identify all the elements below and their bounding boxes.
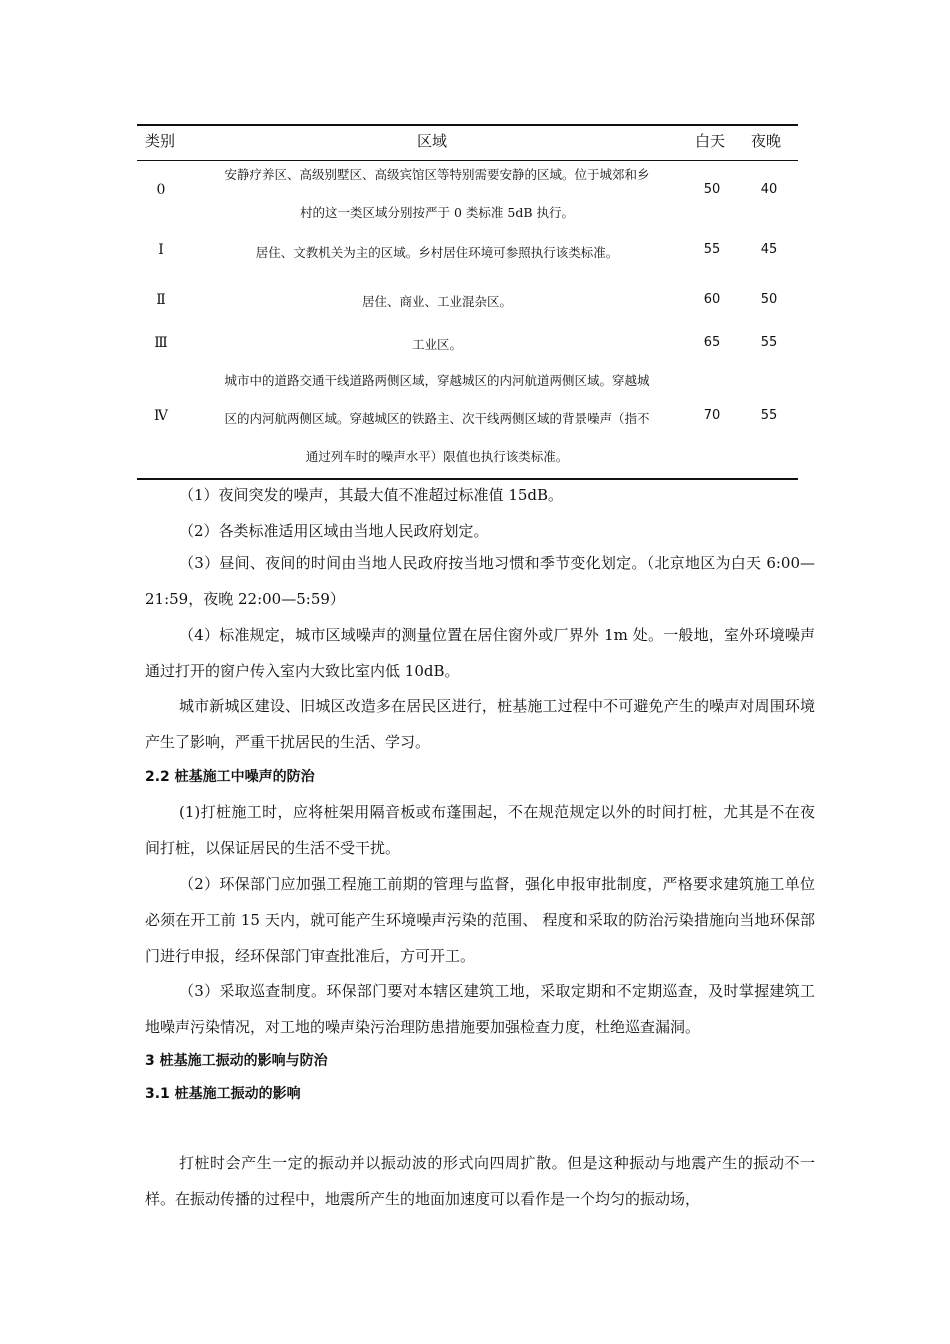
row-3-day: 65 bbox=[703, 335, 721, 350]
note-2: （2）各类标准适用区域由当地人民政府划定。 bbox=[179, 522, 489, 540]
row-3-area-line1: 工业区。 bbox=[411, 337, 462, 352]
header-category: 类别 bbox=[145, 132, 176, 150]
header-night: 夜晚 bbox=[751, 132, 782, 150]
row-0-category: 0 bbox=[156, 182, 166, 198]
row-3-night: 55 bbox=[760, 335, 778, 350]
section-2-2-para-2: （2）环保部门应加强工程施工前期的管理与监督，强化申报审批制度，严格要求建筑施工单位必须在开工前 15 天内，就可能产生环境噪声污染的范围、 程度和采取的防治污染措施向当地环保部门进行申报，经环保部门审查批准后，方可开工。 bbox=[145, 875, 815, 965]
note-3: （3）昼间、夜间的时间由当地人民政府按当地习惯和季节变化划定。（北京地区为白天 6:00—21:59，夜晚 22:00—5:59） bbox=[145, 554, 815, 608]
row-1-area-line1: 居住、文教机关为主的区域。乡村居住环境可参照执行该类标准。 bbox=[255, 245, 619, 260]
note-1: （1）夜间突发的噪声，其最大值不准超过标准值 15dB。 bbox=[179, 486, 564, 504]
row-4-area-line1: 城市中的道路交通干线道路两侧区域，穿越城区的内河航道两侧区域。穿越城 bbox=[224, 373, 650, 388]
row-4-area-line2: 区的内河航两侧区域。穿越城区的铁路主、次干线两侧区域的背景噪声（指不 bbox=[224, 411, 650, 426]
row-1-night: 45 bbox=[760, 242, 778, 257]
row-1-day: 55 bbox=[703, 242, 721, 257]
section-2-2-para-1: (1)打桩施工时，应将桩架用隔音板或布蓬围起，不在规范规定以外的时间打桩，尤其是不在夜间打桩，以保证居民的生活不受干扰。 bbox=[145, 803, 815, 857]
note-4: （4）标准规定，城市区域噪声的测量位置在居住窗外或厂界外 1m 处。一般地，室外环境噪声通过打开的窗户传入室内大致比室内低 10dB。 bbox=[145, 626, 815, 680]
row-0-night: 40 bbox=[760, 182, 778, 197]
row-4-night: 55 bbox=[760, 408, 778, 423]
row-2-day: 60 bbox=[703, 292, 721, 307]
row-4-category: Ⅳ bbox=[154, 408, 168, 424]
header-area: 区域 bbox=[416, 132, 447, 150]
row-2-area-line1: 居住、商业、工业混杂区。 bbox=[361, 294, 512, 309]
row-0-day: 50 bbox=[703, 182, 721, 197]
row-3-category: Ⅲ bbox=[154, 335, 168, 351]
section-2-2-para-3: （3）采取巡查制度。环保部门要对本辖区建筑工地，采取定期和不定期巡查，及时掌握建筑工地噪声污染情况，对工地的噪声染污治理防患措施要加强检查力度，杜绝巡查漏洞。 bbox=[145, 982, 815, 1036]
section-3-1-para-1: 打桩时会产生一定的振动并以振动波的形式向四周扩散。但是这种振动与地震产生的振动不一样。在振动传播的过程中，地震所产生的地面加速度可以看作是一个均匀的振动场， bbox=[145, 1154, 815, 1208]
heading-3: 3 桩基施工振动的影响与防治 bbox=[145, 1053, 328, 1069]
row-1-category: Ⅰ bbox=[158, 242, 164, 258]
row-4-area-line3: 通过列车时的噪声水平）限值也执行该类标准。 bbox=[305, 449, 569, 464]
row-2-night: 50 bbox=[760, 292, 778, 307]
row-2-category: Ⅱ bbox=[156, 292, 166, 308]
heading-2-2: 2.2 桩基施工中噪声的防治 bbox=[145, 769, 315, 785]
header-day: 白天 bbox=[695, 132, 726, 150]
row-0-area-line1: 安静疗养区、高级别墅区、高级宾馆区等特别需要安静的区域。位于城郊和乡 bbox=[224, 167, 650, 182]
row-4-day: 70 bbox=[703, 408, 721, 423]
heading-3-1: 3.1 桩基施工振动的影响 bbox=[145, 1086, 301, 1102]
table-top-rule bbox=[137, 124, 798, 126]
paragraph-noise-impact: 城市新城区建设、旧城区改造多在居民区进行，桩基施工过程中不可避免产生的噪声对周围环境产生了影响，严重干扰居民的生活、学习。 bbox=[145, 697, 815, 751]
row-0-area-line2: 村的这一类区域分别按严于 0 类标准 5dB 执行。 bbox=[300, 205, 574, 220]
